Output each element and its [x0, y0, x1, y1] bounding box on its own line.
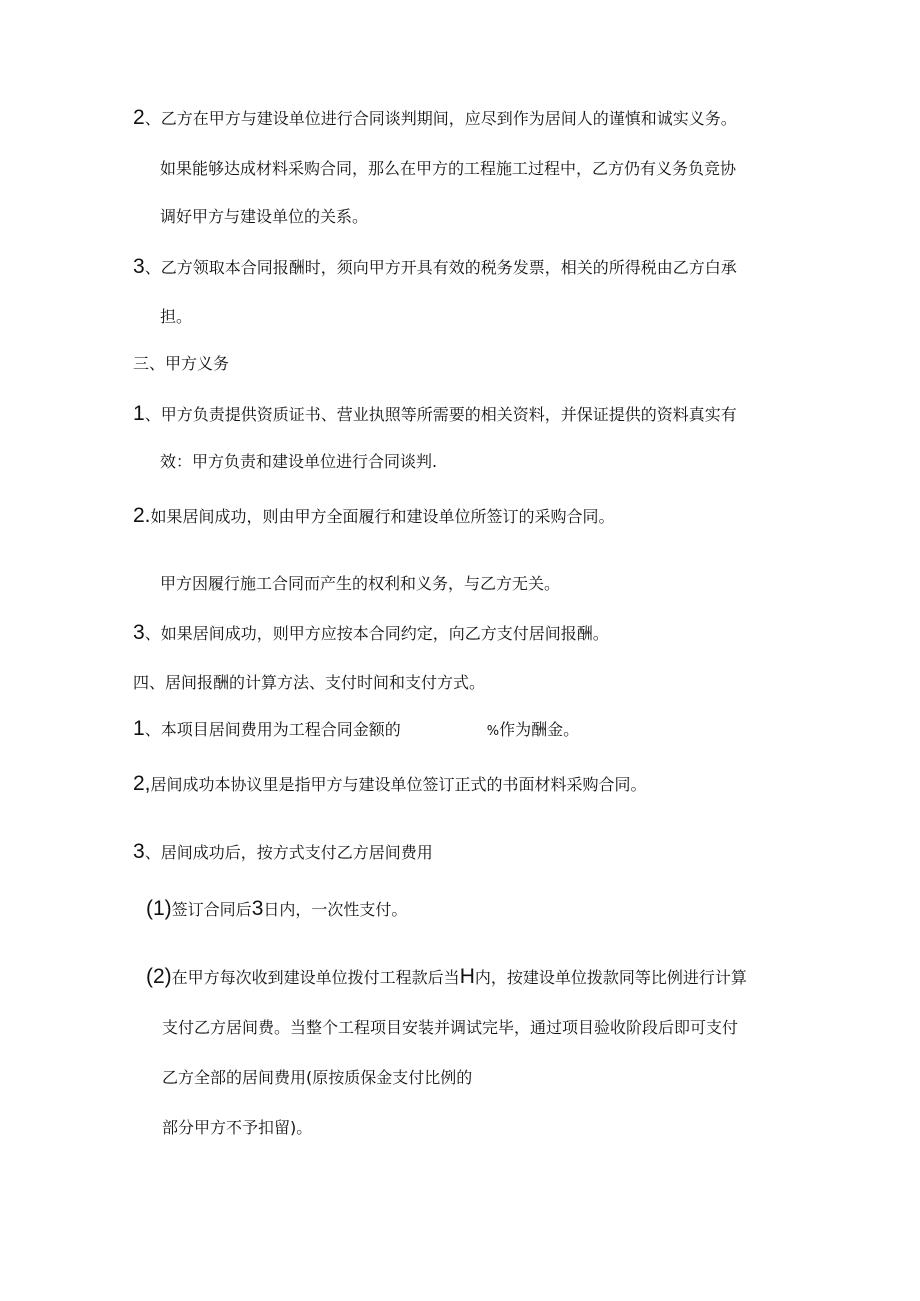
paragraph-text: 、乙方领取本合同报酬时，须向甲方开具有效的税务发票，相关的所得税由乙方白承	[144, 258, 737, 277]
obligation-b-3	[133, 256, 737, 279]
days-number: 3	[251, 897, 264, 920]
obligation-b-2-cont-2: 调好甲方与建设单位的关系。	[160, 207, 369, 226]
paragraph-text: 日内，一次性支付。	[263, 900, 408, 919]
obligation-a-3	[133, 622, 609, 645]
paragraph-text: 如果居间成功，则由甲方全面履行和建设单位所签订的采购合同。	[150, 507, 615, 526]
fee-item-2	[133, 773, 647, 796]
fee-item-1	[133, 718, 579, 743]
section-heading-4: 四、居间报酬的计算方法、支付时间和支付方式。	[133, 673, 486, 692]
item-number: 1	[133, 717, 145, 740]
item-number: 2.	[133, 504, 151, 527]
h-letter: H	[459, 965, 475, 988]
item-number: 2	[133, 106, 145, 129]
sub-item-number: (2)	[146, 965, 172, 988]
paragraph-text: 内，按建设单位拨款同等比例进行计算	[474, 968, 747, 987]
paragraph-text: 作为酬金。	[499, 720, 580, 739]
item-number: 3	[133, 840, 145, 863]
obligation-b-2-cont-1: 如果能够达成材料采购合同，那么在甲方的工程施工过程中，乙方仍有义务负竞协	[160, 159, 737, 178]
paragraph-text: 、甲方负责提供资质证书、营业执照等所需要的相关资料，并保证提供的资料真实有	[144, 405, 737, 424]
paragraph-text: 居间成功本协议里是指甲方与建设单位签订正式的书面材料采购合同。	[150, 775, 647, 794]
sub-item-number: (1)	[146, 897, 172, 920]
obligation-b-3-cont: 担。	[160, 307, 193, 326]
paragraph-text: 、如果居间成功，则甲方应按本合同约定，向乙方支付居间报酬。	[144, 624, 609, 643]
fee-item-3	[133, 841, 433, 864]
payment-option-2-cont-3: 部分甲方不予扣留)。	[162, 1118, 313, 1137]
section-heading-3: 三、甲方义务	[133, 354, 230, 373]
item-number: 2,	[133, 772, 151, 795]
item-number: 1	[133, 402, 145, 425]
paragraph-text: 在甲方每次收到建设单位拨付工程款后当	[171, 968, 460, 987]
obligation-a-1	[133, 403, 737, 426]
obligation-a-1-cont: 效：甲方负责和建设单位进行合同谈判.	[160, 452, 438, 471]
payment-option-2-cont-2: 乙方全部的居间费用(原按质保金支付比例的	[162, 1068, 473, 1087]
payment-option-2-cont-1: 支付乙方居间费。当整个工程项目安装并调试完毕，通过项目验收阶段后即可支付	[162, 1018, 739, 1037]
obligation-b-2	[133, 107, 737, 130]
item-number: 3	[133, 621, 145, 644]
percent-sign: %	[486, 724, 500, 739]
paragraph-text: 、乙方在甲方与建设单位进行合同谈判期间，应尽到作为居间人的谨慎和诚实义务。	[144, 109, 737, 128]
paragraph-text: 签订合同后	[171, 900, 252, 919]
obligation-a-2-cont: 甲方因履行施工合同而产生的权利和义务，与乙方无关。	[160, 574, 561, 593]
item-number: 3	[133, 255, 145, 278]
paragraph-text: 、本项目居间费用为工程合同金额的	[144, 720, 401, 739]
payment-option-1	[146, 898, 407, 921]
obligation-a-2	[133, 505, 615, 528]
payment-option-2	[146, 966, 747, 989]
paragraph-text: 、居间成功后，按方式支付乙方居间费用	[144, 843, 433, 862]
